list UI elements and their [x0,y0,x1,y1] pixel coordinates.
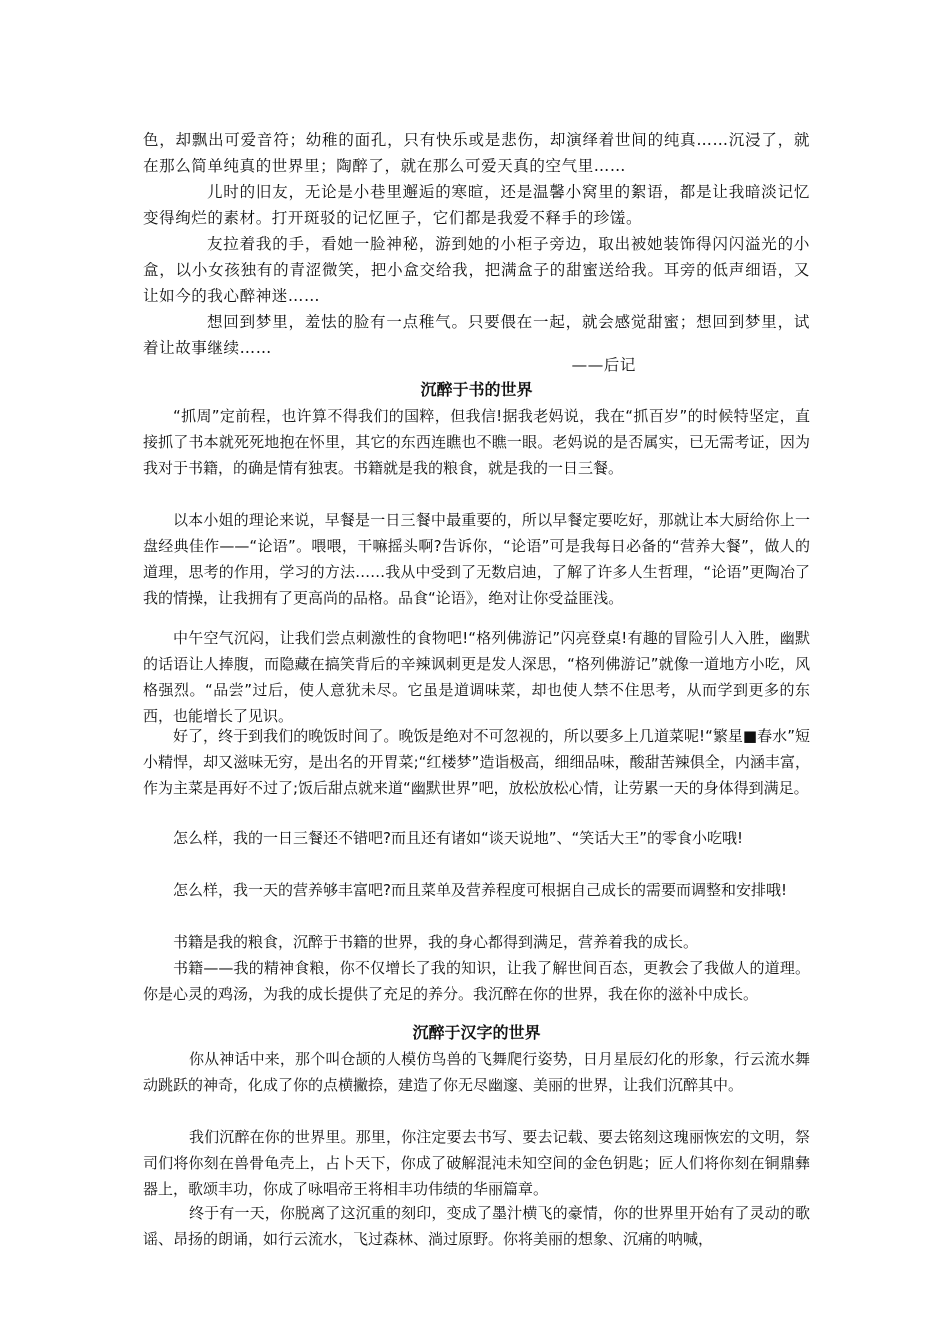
intro-continuation: 色，却飘出可爱音符；幼稚的面孔，只有快乐或是悲伤，却演绎着世间的纯真……沉浸了，就在那么简单纯真的世界里；陶醉了，就在那么可爱天真的空气里…… [143,131,810,175]
intro-paragraph-1: 儿时的旧友，无论是小巷里邂逅的寒暄，还是温馨小窝里的絮语，都是让我暗淡记忆变得绚烂的素材。打开斑驳的记忆匣子，它们都是我爱不释手的珍馐。 [143,183,810,227]
essay-1-paragraph: 好了，终于到我们的晚饭时间了。晚饭是绝对不可忽视的，所以要多上几道菜呢!“繁星■春水”短小精悍，却又滋味无穷，是出名的开胃菜;“红楼梦”造诣极高，细细品味，酸甜苦辣俱全，内涵丰富，作为主菜是再好不过了;饭后甜点就来道“幽默世界”吧，放松放松心情，让劳累一天的身体得到满足。 [143,727,810,797]
essay-2-paragraph: 你从神话中来，那个叫仓颉的人模仿鸟兽的飞舞爬行姿势，日月星辰幻化的形象，行云流水舞动跳跃的神奇，化成了你的点横撇捺，建造了你无尽幽邃、美丽的世界，让我们沉醉其中。 [143,1050,810,1094]
intro-paragraph-2: 友拉着我的手，看她一脸神秘，游到她的小柜子旁边，取出被她装饰得闪闪溢光的小盒，以小女孩独有的青涩微笑，把小盒交给我，把满盒子的甜蜜送给我。耳旁的低声细语，又让如今的我心醉神迷…… [143,235,810,305]
essay-1-paragraph: 书籍——我的精神食粮，你不仅增长了我的知识，让我了解世间百态，更教会了我做人的道理。你是心灵的鸡汤，为我的成长提供了充足的养分。我沉醉在你的世界，我在你的滋补中成长。 [143,959,810,1003]
essay-1-title: 沉醉于书的世界 [420,380,533,399]
intro-paragraph-3: 想回到梦里，羞怯的脸有一点稚气。只要偎在一起，就会感觉甜蜜；想回到梦里，试着让故事继续…… [143,313,810,357]
essay-2-paragraph: 终于有一天，你脱离了这沉重的刻印，变成了墨汁横飞的豪情，你的世界里开始有了灵动的歌谣、昂扬的朗诵，如行云流水，飞过森林、淌过原野。你将美丽的想象、沉痛的呐喊， [143,1204,810,1248]
essay-1-paragraph: 中午空气沉闷，让我们尝点刺激性的食物吧!“格列佛游记”闪亮登桌!有趣的冒险引人入胜，幽默的话语让人捧腹，而隐藏在搞笑背后的辛辣讽刺更是发人深思，“格列佛游记”就像一道地方小吃，风格强烈。“品尝”过后，使人意犹未尽。它虽是道调味菜，却也使人禁不住思考，从而学到更多的东西，也能增长了见识。 [143,629,810,725]
essay-1-paragraph: 怎么样，我一天的营养够丰富吧?而且菜单及营养程度可根据自己成长的需要而调整和安排哦! [173,881,787,899]
essay-1-paragraph: 以本小姐的理论来说，早餐是一日三餐中最重要的，所以早餐定要吃好，那就让本大厨给你上一盘经典佳作——“论语”。喂喂，干嘛摇头啊?告诉你，“论语”可是我每日必备的“营养大餐”，做人的道理，思考的作用，学习的方法……我从中受到了无数启迪，了解了许多人生哲理，“论语”更陶冶了我的情操，让我拥有了更高尚的品格。品食“论语》，绝对让你受益匪浅。 [143,511,810,607]
essay-1-paragraph: “抓周”定前程，也许算不得我们的国粹，但我信!据我老妈说，我在“抓百岁”的时候特坚定，直接抓了书本就死死地抱在怀里，其它的东西连瞧也不瞧一眼。老妈说的是否属实，已无需考证，因为我对于书籍，的确是情有独衷。书籍就是我的粮食，就是我的一日三餐。 [143,407,810,477]
essay-2-paragraph: 我们沉醉在你的世界里。那里，你注定要去书写、要去记载、要去铭刻这瑰丽恢宏的文明，祭司们将你刻在兽骨龟壳上，占卜天下，你成了破解混沌未知空间的金色钥匙；匠人们将你刻在铜鼎彝器上，歌颂丰功，你成了咏唱帝王将相丰功伟绩的华丽篇章。 [143,1128,810,1198]
essay-1-paragraph: 怎么样，我的一日三餐还不错吧?而且还有诸如“谈天说地”、“笑话大王”的零食小吃哦! [173,829,744,847]
essay-2-title: 沉醉于汉字的世界 [412,1023,541,1042]
essay-1-paragraph: 书籍是我的粮食，沉醉于书籍的世界，我的身心都得到满足，营养着我的成长。 [173,933,699,951]
afterword-signature: ——后记 [571,356,636,374]
